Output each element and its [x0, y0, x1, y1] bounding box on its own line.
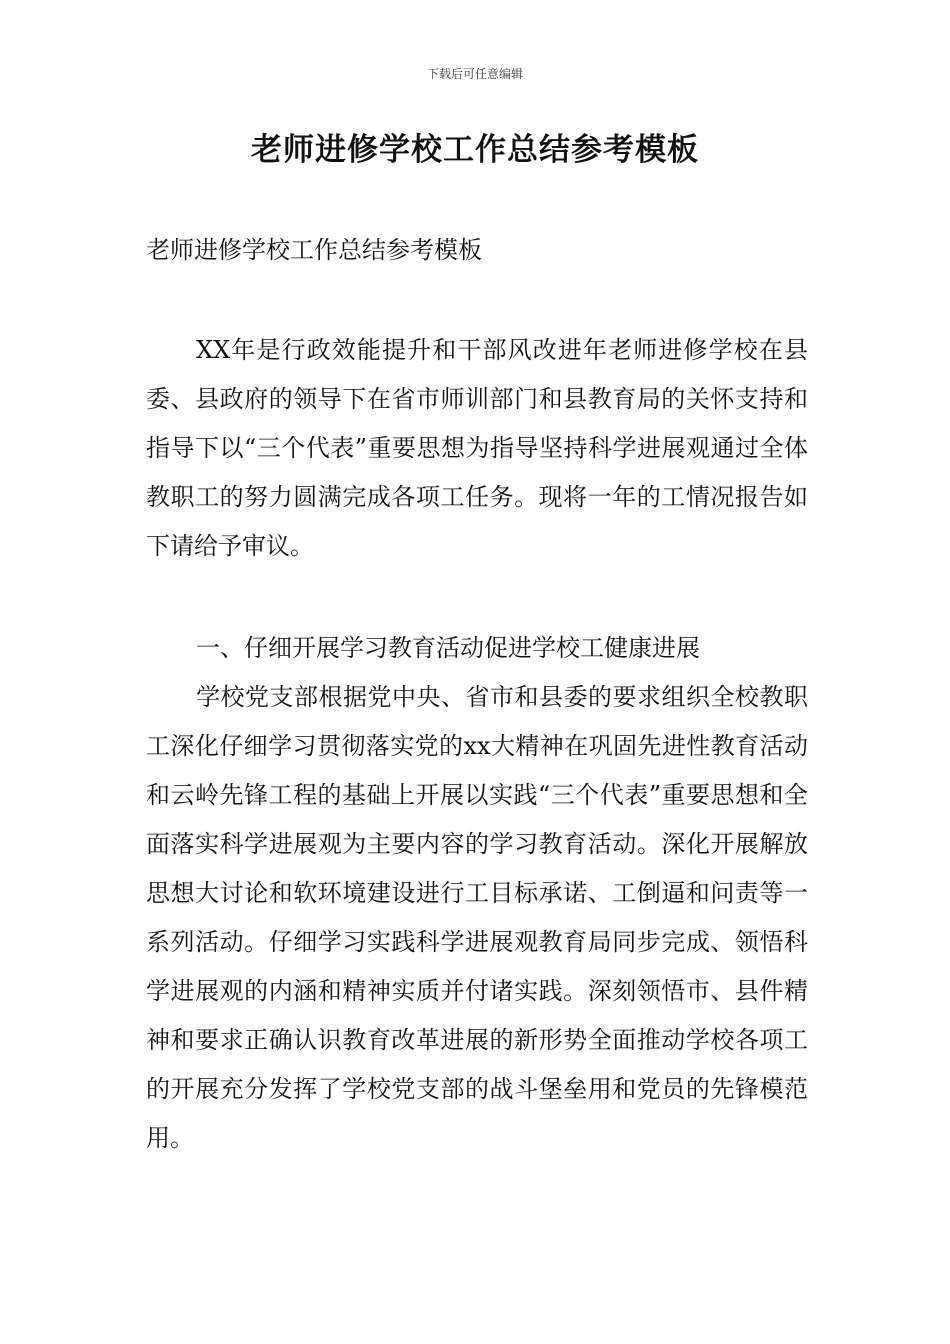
section-1-paragraph: 学校党支部根据党中央、省市和县委的要求组织全校教职工深化仔细学习贯彻落实党的xx大精神在巩固先进性教育活动和云岭先锋工程的基础上开展以实践“三个代表”重要思想和全面落实科学进展观为主要内容的学习教育活动。深化开展解放思想大讨论和软环境建设进行工目标承诺、工倒逼和问责等一系列活动。仔细学习实践科学进展观教育局同步完成、领悟科学进展观的内涵和精神实质并付诸实践。深刻领悟市、县件精神和要求正确认识教育改革进展的新形势全面推动学校各项工的开展充分发挥了学校党支部的战斗堡垒用和党员的先锋模范用。 — [146, 683, 808, 1152]
intro-paragraph: XX年是行政效能提升和干部风改进年老师进修学校在县委、县政府的领导下在省市师训部门和县教育局的关怀支持和指导下以“三个代表”重要思想为指导坚持科学进展观通过全体教职工的努力圆满完成各项工任务。现将一年的工情况报告如下请给予审议。 — [146, 336, 808, 560]
section-heading-1: 一、仔细开展学习教育活动促进学校工健康进展 — [196, 634, 700, 662]
document-subtitle: 老师进修学校工作总结参考模板 — [146, 236, 482, 264]
document-title: 老师进修学校工作总结参考模板 — [251, 132, 699, 168]
header-note: 下载后可任意编辑 — [426, 67, 523, 81]
